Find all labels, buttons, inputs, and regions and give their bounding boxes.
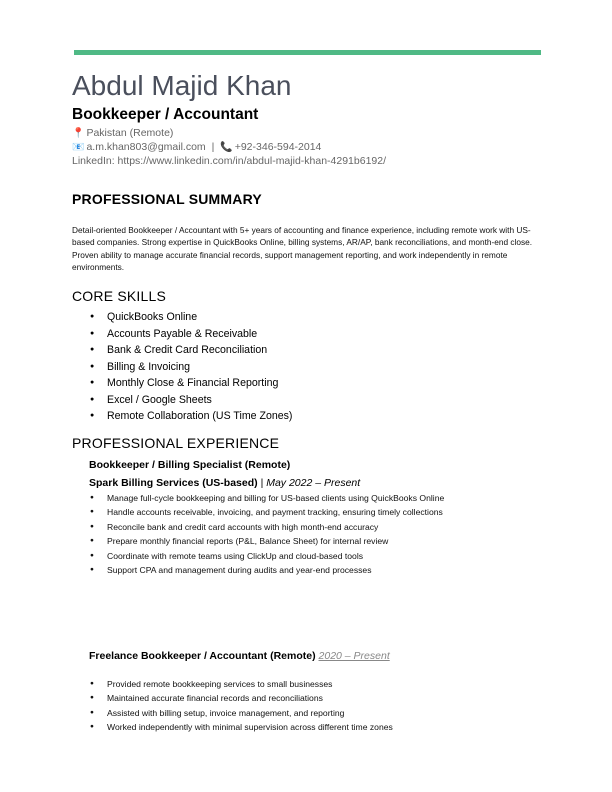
- candidate-name: Abdul Majid Khan: [72, 70, 292, 101]
- header-accent-bar: [74, 50, 541, 55]
- skill-item: ● Excel / Google Sheets: [90, 392, 292, 409]
- summary-heading: PROFESSIONAL SUMMARY: [72, 191, 262, 207]
- skill-item: ● Monthly Close & Financial Reporting: [90, 375, 292, 392]
- skill-item: ● Bank & Credit Card Reconciliation: [90, 342, 292, 359]
- job1-title: Bookkeeper / Billing Specialist (Remote): [89, 459, 291, 471]
- email-link[interactable]: a.m.khan803@gmail.com: [86, 141, 206, 153]
- pin-icon: 📍: [72, 128, 85, 139]
- skill-item: ● Accounts Payable & Receivable: [90, 326, 292, 343]
- job1-bullet: ● Manage full-cycle bookkeeping and billing for US-based clients using QuickBooks Online: [90, 491, 450, 505]
- job2-bullets: [90, 677, 470, 735]
- skills-heading: CORE SKILLS: [72, 288, 167, 304]
- skill-item: ● Remote Collaboration (US Time Zones): [90, 408, 292, 425]
- summary-text: Detail-oriented Bookkeeper / Accountant with 5+ years of accounting and finance experience, including remote work with US-based companies. Strong expertise in QuickBooks Online, billing systems, AR/AP, bank reconciliations, and month-end close. Proven ability to manage accurate financial records, support management reporting, and work independently in remote environments.: [72, 225, 533, 273]
- job2-dates: 2020 – Present: [318, 650, 390, 662]
- skills-list: [90, 309, 292, 425]
- job1-bullet: ● Coordinate with remote teams using ClickUp and cloud-based tools: [90, 549, 450, 563]
- job1-bullets: [90, 491, 450, 577]
- linkedin-link[interactable]: LinkedIn: https://www.linkedin.com/in/abdul-majid-khan-4291b6192/: [72, 155, 387, 167]
- skill-item: ● Billing & Invoicing: [90, 359, 292, 376]
- job1-bullet: ● Prepare monthly financial reports (P&L, Balance Sheet) for internal review: [90, 534, 450, 548]
- phone-number: +92-346-594-2014: [234, 141, 322, 153]
- job1-company-line: [89, 477, 360, 489]
- job1-separator: |: [257, 477, 267, 489]
- job2-title: Freelance Bookkeeper / Accountant (Remote): [89, 650, 316, 662]
- job2-bullet: ● Assisted with billing setup, invoice management, and reporting: [90, 706, 470, 720]
- location-text: Pakistan (Remote): [86, 127, 174, 139]
- phone-icon: 📞: [220, 142, 233, 153]
- location-line: [72, 127, 173, 139]
- contact-line: [72, 141, 321, 153]
- job-title-heading: Bookkeeper / Accountant: [72, 106, 259, 123]
- job2-title-line: [89, 650, 390, 662]
- job1-dates: May 2022 – Present: [266, 477, 361, 489]
- job1-company: Spark Billing Services (US-based): [89, 477, 258, 489]
- email-icon: 📧: [72, 142, 85, 153]
- job2-bullet: ● Provided remote bookkeeping services to small businesses: [90, 677, 470, 691]
- job1-bullet: ● Reconcile bank and credit card accounts with high month-end accuracy: [90, 520, 450, 534]
- skill-item: ● QuickBooks Online: [90, 309, 292, 326]
- job2-bullet: ● Maintained accurate financial records and reconciliations: [90, 691, 470, 705]
- contact-separator: |: [211, 141, 215, 153]
- job2-bullet: ● Worked independently with minimal supervision across different time zones: [90, 720, 470, 734]
- experience-heading: PROFESSIONAL EXPERIENCE: [72, 435, 280, 451]
- job1-bullet: ● Handle accounts receivable, invoicing, and payment tracking, ensuring timely collections: [90, 505, 450, 519]
- job1-bullet: ● Support CPA and management during audits and year-end processes: [90, 563, 450, 577]
